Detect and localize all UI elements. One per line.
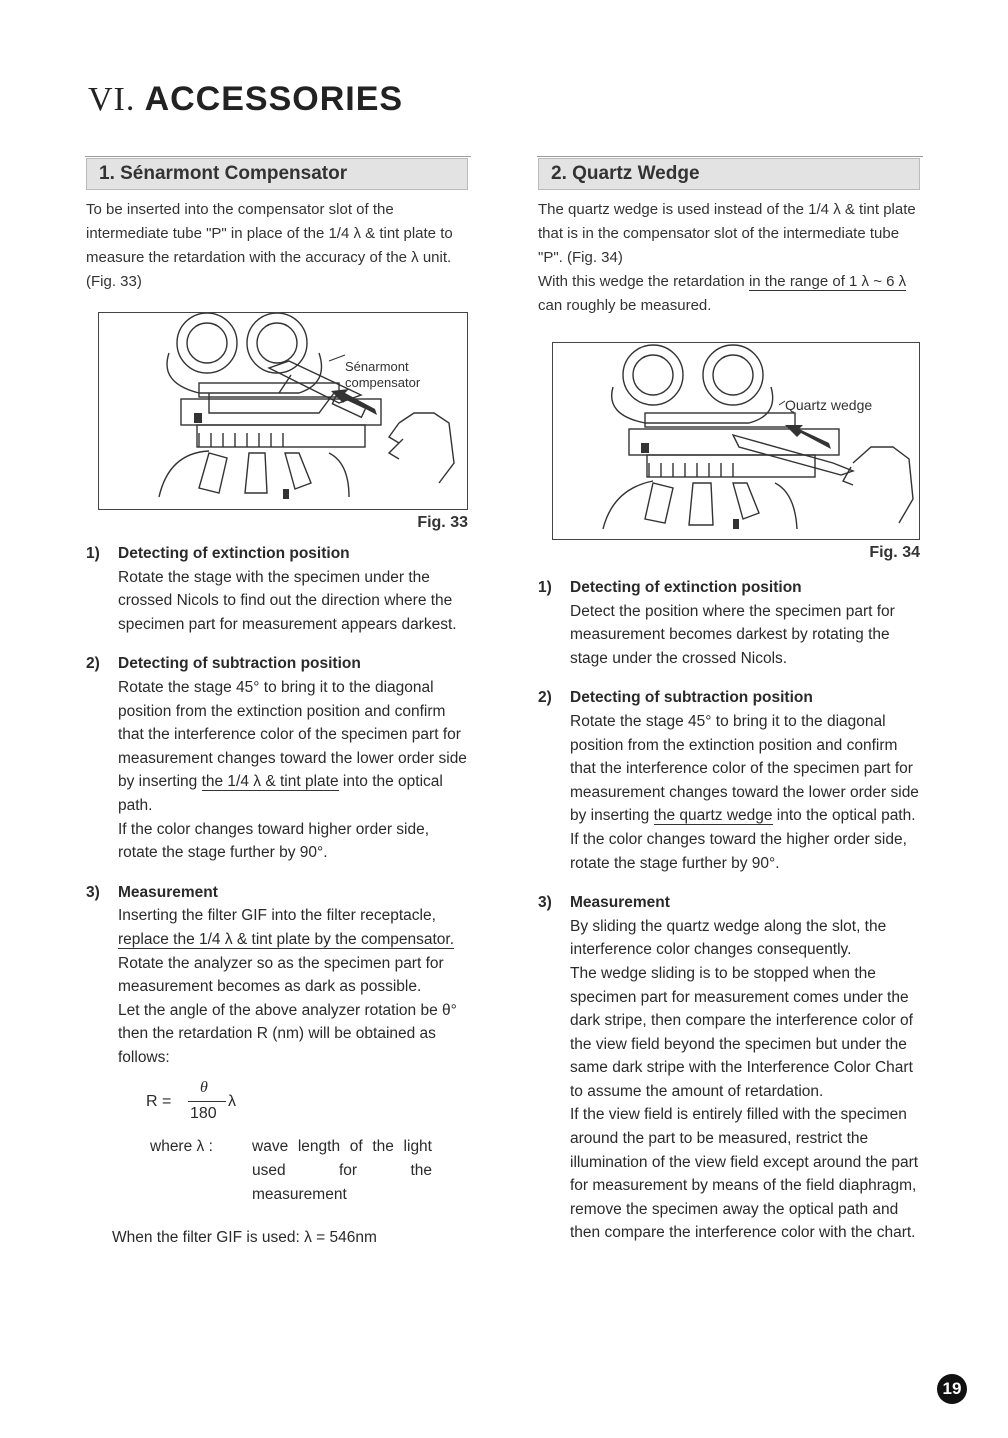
figure-34-illustration [552,342,920,540]
quartz-intro-text-c: can roughly be measured. [538,297,712,314]
step-body [118,676,468,865]
retardation-formula [118,1075,468,1135]
step-heading [538,686,920,710]
quartz-step-1 [538,576,920,670]
step-text [118,904,468,951]
title-text: ACCESSORIES [144,80,404,118]
formula-where-clause [150,1135,468,1207]
step-text-c: If the color changes toward higher order side, rotate the stage further by 90°. [118,820,430,862]
page-title [88,80,403,119]
figure-34-label: Quartz wedge [785,397,873,413]
formula-fraction-bar [188,1101,226,1102]
step-heading [538,576,920,600]
quartz-intro [538,198,920,318]
step-number: 1) [538,579,552,596]
step-text-a: Rotate the stage 45° to bring it to the diagonal position from the extinction position and confirm that the interference color of the specimen part for measurement changes toward the lower order side by inserting [570,712,919,825]
figure-33-illustration [98,312,468,510]
step-text-a: Rotate the stage 45° to bring it to the diagonal position from the extinction position and confirm that the interference color of the specimen part for measurement changes toward the lower order side by inserting [118,678,467,791]
where-value: wave length of the light used for the measurement [252,1138,432,1204]
underlined-phrase: the 1/4 λ & tint plate [201,773,339,791]
step-heading [86,881,468,905]
senarmont-step-3 [86,881,468,1070]
underlined-phrase: the quartz wedge [653,807,773,825]
step-text-b: Rotate the analyzer so as the specimen part for measurement becomes as dark as possible. [118,954,444,996]
underlined-phrase: replace the 1/4 λ & tint plate by the compensator. [118,930,455,948]
step-title: Detecting of extinction position [570,579,802,596]
step-title: Measurement [570,894,670,912]
figure-33-label [345,359,420,391]
quartz-intro-text-b: With this wedge the retardation [538,273,749,290]
page-number-badge: 19 [937,1374,967,1404]
step-text-b: into the optical path. [118,773,443,814]
step-number: 1) [86,545,100,562]
step-title: Detecting of subtraction position [118,655,361,673]
microscope-quartz-wedge-drawing [553,343,919,539]
formula-denominator: 180 [190,1105,217,1123]
formula-factor: λ [228,1093,236,1111]
step-number: 2) [86,655,100,673]
step-body [570,600,920,671]
senarmont-step-1 [86,542,468,636]
figure-34-caption: Fig. 34 [869,544,920,561]
step-text [570,710,920,828]
figure-33-caption: Fig. 33 [417,514,468,531]
formula-numerator: θ [200,1079,208,1097]
step-title: Measurement [118,883,218,901]
quartz-intro-text [538,270,920,318]
step-body [570,915,920,1245]
underlined-phrase: in the range of 1 λ ~ 6 λ [748,273,907,290]
step-heading [86,542,468,566]
senarmont-label-line1: Sénarmont [345,359,409,374]
senarmont-intro [86,198,468,294]
step-heading [538,891,920,915]
step-text-a: By sliding the quartz wedge along the slot, the interference color changes consequently. [570,917,887,959]
quartz-step-2 [538,686,920,875]
filter-wavelength-note: When the filter GIF is used: λ = 546nm [112,1229,377,1247]
where-key: where λ : [150,1138,213,1156]
step-text-b: The wedge sliding is to be stopped when the specimen part for measurement comes under the dark stripe, then compare the interference color of the view field beyond the specimen but under the same dark stripe with the Interference Color Chart to assume the amount of retardation. [570,964,913,1100]
step-title: Detecting of extinction position [118,545,350,562]
step-number: 3) [538,894,552,912]
title-roman-numeral: VI. [88,81,136,118]
step-text-b: into the optical path. [772,807,916,825]
step-text-c: Let the angle of the above analyzer rotation be θ° then the retardation R (nm) will be obtained as follows: [118,1001,457,1066]
step-text-c: If the view field is entirely filled with the specimen around the part to be measured, restrict the illumination of the view field except around the part for measurement by means of the field diaphragm, remove the specimen away the optical path and then compare the interference color with the chart. [570,1106,919,1242]
senarmont-step-2 [86,652,468,864]
step-body [118,566,468,637]
quartz-intro-text-a: The quartz wedge is used instead of the 1/4 λ & tint plate that is in the compensator slot of the intermediate tube "P". (Fig. 34) [538,201,916,266]
section-heading-quartz-wedge: 2. Quartz Wedge [538,158,920,190]
step-body [118,904,468,1069]
step-heading [86,652,468,676]
step-body [570,710,920,875]
right-column [538,158,920,1245]
step-number: 3) [86,883,100,901]
section-heading-senarmont: 1. Sénarmont Compensator [86,158,468,190]
step-text [118,676,468,818]
step-text-a: Inserting the filter GIF into the filter receptacle, [118,907,436,925]
step-text: Detect the position where the specimen part for measurement becomes darkest by rotating the stage under the crossed Nicols. [570,602,895,667]
step-title: Detecting of subtraction position [570,689,813,707]
senarmont-intro-text: To be inserted into the compensator slot of the intermediate tube "P" in place of the 1/4 λ & tint plate to measure the retardation with the accuracy of the λ unit. (Fig. 33) [86,201,453,290]
microscope-senarmont-drawing [99,313,467,509]
formula-lhs: R = [146,1093,172,1111]
quartz-step-3 [538,891,920,1245]
senarmont-label-line2: compensator [345,375,421,390]
left-column [86,158,468,1247]
step-text: Rotate the stage with the specimen under the crossed Nicols to find out the direction where the specimen part for measurement appears darkest. [118,568,457,633]
step-text-c: If the color changes toward the higher order side, rotate the stage further by 90°. [570,830,907,872]
step-number: 2) [538,689,552,707]
